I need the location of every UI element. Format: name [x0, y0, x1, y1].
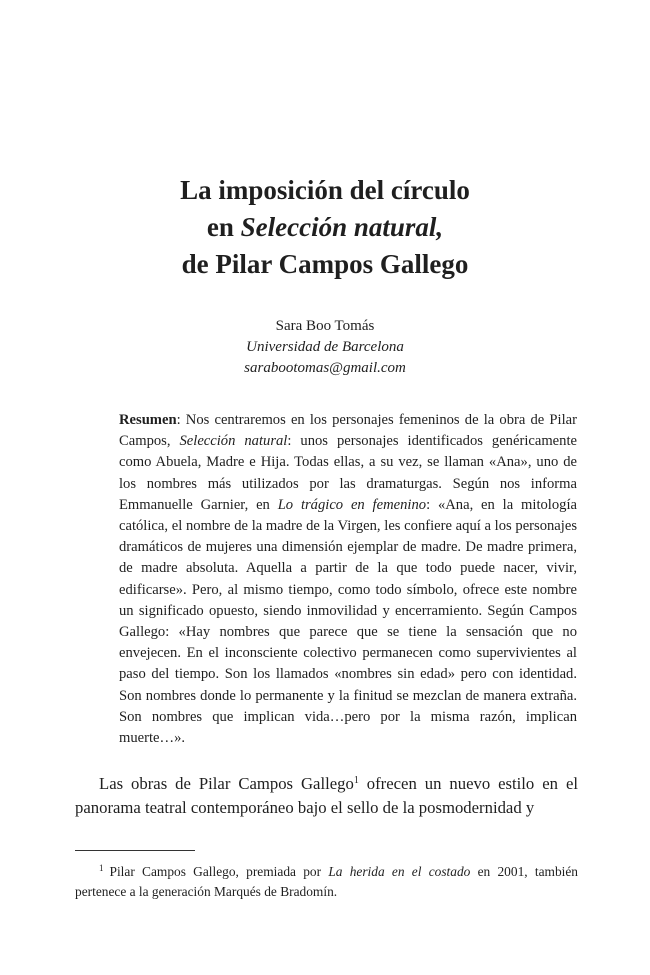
footnote-divider — [75, 850, 195, 851]
abstract-text-1: : Nos centraremos en los personajes femeninos de la obra de Pilar Campos, — [119, 412, 577, 450]
footnote-number: 1 — [99, 863, 104, 873]
body-text-1: Las obras de Pilar Campos Gallego — [99, 774, 354, 793]
title-line-2 — [0, 209, 650, 246]
author-email: sarabootomas@gmail.com — [244, 360, 406, 376]
title-line-3: de Pilar Campos Gallego — [181, 249, 469, 279]
article-title — [0, 172, 650, 283]
footnote-text-1: Pilar Campos Gallego, premiada por — [109, 864, 329, 879]
title-line-1: La imposición del círculo — [180, 175, 470, 205]
abstract — [119, 410, 577, 749]
title-work-name: Selección natural, — [240, 212, 444, 242]
footnote-text-2: en 2001, también pertenece a la generación Marqués de Bradomín. — [75, 864, 578, 899]
abstract-text-3: : «Ana, en la mitología católica, el nombre de la madre de la Virgen, les confiere aquí a los personajes dramáticos de mujeres una dimensión ejemplar de madre. De madre primera, de madre absoluta. Aquella a partir de la que todo puede nacer, vivir, edificarse». Pero, al mismo tiempo, como todo símbolo, ofrece este nombre un significado opuesto, siendo inmovilidad y encerramiento. Según Campos Gallego: «Hay nombres que parece que se tiene la sensación que no envejecen. En el inconsciente colectivo permanecen como supervivientes al paso del tiempo. Son los llamados «nombres sin edad» pero con identidad. Son nombres donde lo permanente y la finitud se mezclan de manera extraña. Son nombres que implican vida…pero por la misma razón, implican muerte…». — [119, 496, 577, 747]
abstract-text-2: : unos personajes identificados genéricamente como Abuela, Madre e Hija. Todas ellas, a su vez, se llaman «Ana», uno de los nombres más utilizados por las dramaturgas. Según nos informa Emmanuelle Garnier, en — [119, 433, 577, 513]
title-line-2-prefix: en — [206, 212, 241, 242]
footnote-ref[interactable]: 1 — [353, 775, 359, 786]
footnote — [75, 862, 578, 902]
author-affiliation: Universidad de Barcelona — [246, 339, 404, 355]
abstract-work-title: Selección natural — [179, 433, 288, 450]
footnote-work-title: La herida en el costado — [328, 864, 471, 879]
body-paragraph — [75, 772, 578, 820]
abstract-cited-book: Lo trágico en femenino — [277, 496, 427, 513]
abstract-label: Resumen — [119, 412, 177, 428]
body-text-2: ofrecen un nuevo estilo en el panorama teatral contemporáneo bajo el sello de la posmodernidad y — [75, 774, 578, 817]
author-block — [0, 316, 650, 379]
author-name: Sara Boo Tomás — [275, 318, 375, 334]
